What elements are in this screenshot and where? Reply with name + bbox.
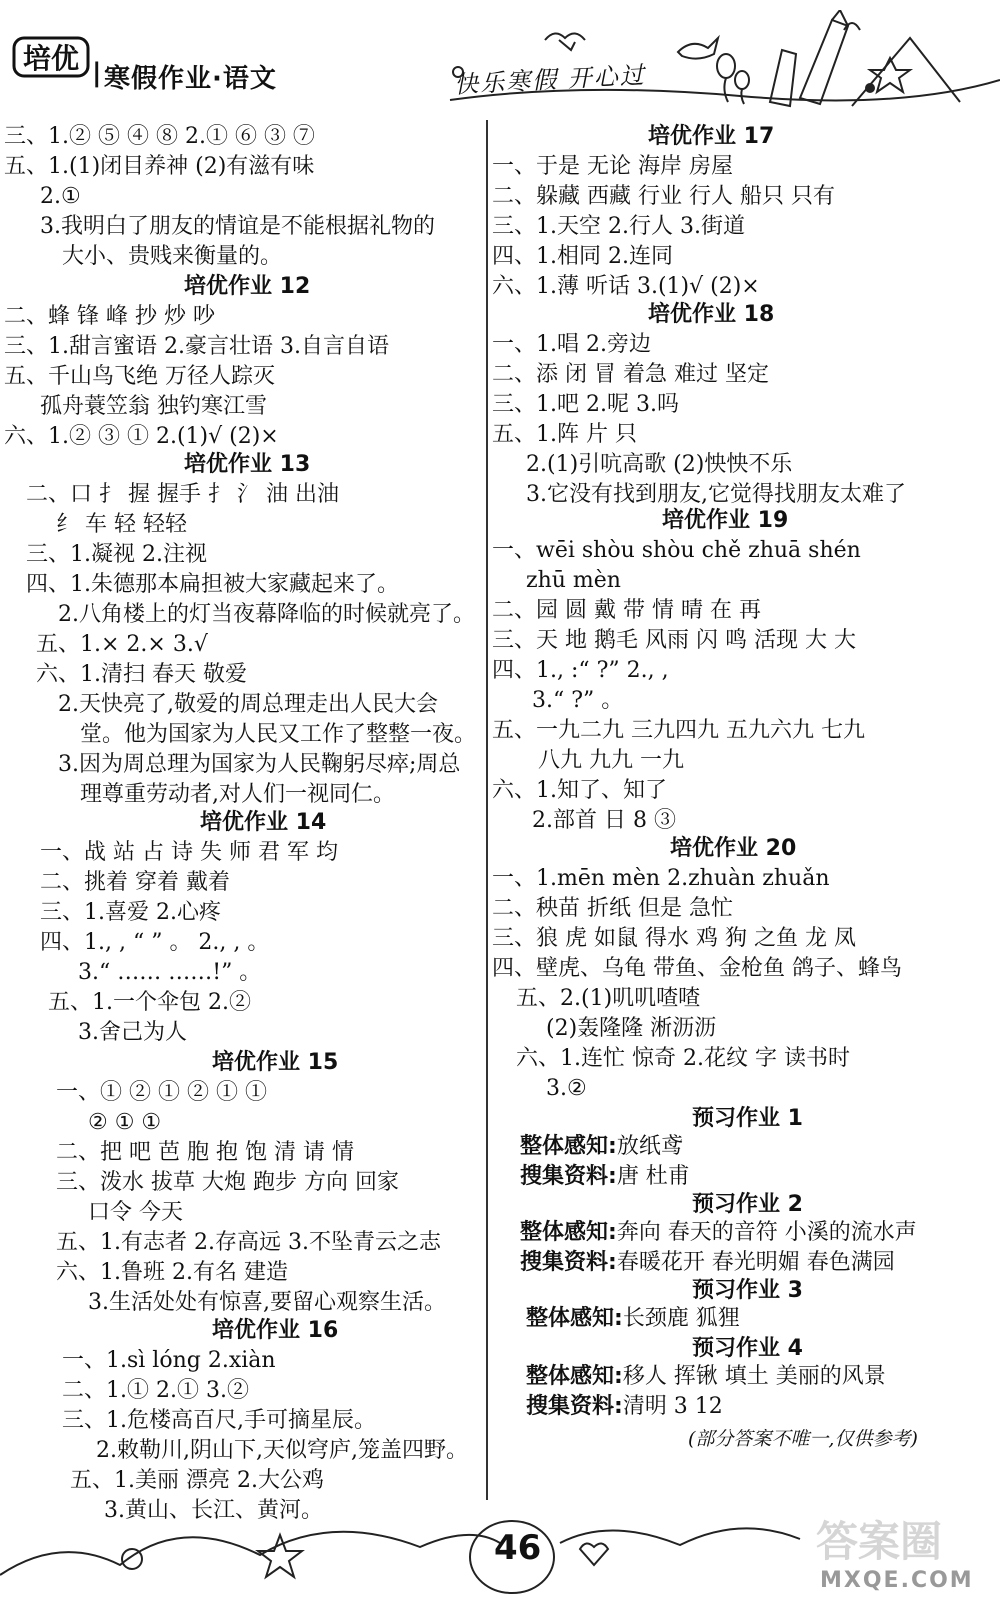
preview-heading: 预习作业 1 bbox=[692, 1106, 803, 1131]
answer-line: 3.我明白了朋友的情谊是不能根据礼物的 bbox=[40, 214, 435, 239]
dove-icon bbox=[678, 38, 718, 59]
preview-line bbox=[520, 1162, 690, 1192]
answer-line: 一、战 站 占 诗 失 师 君 军 均 bbox=[40, 840, 338, 865]
answer-line: 3.② bbox=[546, 1076, 587, 1101]
answer-line: 3.生活处处有惊喜,要留心观察生活。 bbox=[88, 1290, 446, 1315]
answer-line: 2.敕勒川,阴山下,天似穹庐,笼盖四野。 bbox=[96, 1438, 468, 1463]
bird-icon bbox=[545, 33, 585, 50]
answer-line: 一、1.mēn mèn 2.zhuàn zhuǎn bbox=[492, 866, 830, 891]
answer-line: 三、泼水 拔草 大炮 跑步 方向 回家 bbox=[56, 1170, 399, 1195]
answer-line: 孤舟蓑笠翁 独钓寒江雪 bbox=[40, 394, 267, 419]
answer-line: 五、一九二九 三九四九 五九六九 七九 bbox=[492, 718, 865, 743]
answer-line: 一、wēi shòu shòu chě zhuā shén bbox=[492, 538, 861, 563]
answer-line: 三、天 地 鹅毛 风雨 闪 鸣 活现 大 大 bbox=[492, 628, 856, 653]
answer-line: 五、1.有志者 2.存高远 3.不坠青云之志 bbox=[56, 1230, 441, 1255]
answer-line: 八九 九九 一九 bbox=[538, 748, 684, 773]
preview-label: 搜集资料: bbox=[520, 1250, 617, 1275]
answer-line: 五、1.(1)闭目养神 (2)有滋有味 bbox=[4, 154, 315, 179]
star-icon bbox=[258, 1535, 302, 1577]
answer-line: 二、添 闭 冒 着急 难过 坚定 bbox=[492, 362, 769, 387]
brand-separator: | bbox=[92, 58, 102, 88]
preview-line bbox=[526, 1392, 723, 1422]
preview-line bbox=[520, 1132, 683, 1162]
preview-label: 整体感知: bbox=[520, 1220, 617, 1245]
answer-line: 2.① bbox=[40, 184, 81, 209]
answer-line: 3.“ …… ……!” 。 bbox=[78, 960, 262, 985]
answer-line: 3.“ ?” 。 bbox=[532, 688, 624, 713]
answer-line: 3.舍己为人 bbox=[78, 1020, 187, 1045]
answer-line: 三、1.凝视 2.注视 bbox=[26, 542, 207, 567]
answer-line: 六、1.知了、知了 bbox=[492, 778, 667, 803]
answer-line: 五、1.阵 片 只 bbox=[492, 422, 637, 447]
answer-line: 六、1.鲁班 2.有名 建造 bbox=[56, 1260, 288, 1285]
answer-line: 2.部首 日 8 ③ bbox=[532, 808, 676, 833]
preview-heading: 预习作业 3 bbox=[692, 1278, 803, 1303]
answer-line: 二、蜂 锋 峰 抄 炒 吵 bbox=[4, 304, 215, 329]
disclaimer-note: (部分答案不唯一,仅供参考) bbox=[688, 1428, 918, 1450]
answer-line: 四、1., , “ ” 。 2., , 。 bbox=[40, 930, 270, 955]
preview-value: 奔向 春天的音符 小溪的流水声 bbox=[616, 1220, 917, 1245]
answer-line: 大小、贵贱来衡量的。 bbox=[62, 244, 283, 269]
answer-line: 五、1.美丽 漂亮 2.大公鸡 bbox=[70, 1468, 324, 1493]
brand-title: 寒假作业·语文 bbox=[104, 64, 277, 94]
answer-line: 五、1.× 2.× 3.√ bbox=[36, 632, 208, 657]
answer-line: 口令 今天 bbox=[88, 1200, 183, 1225]
answer-line: 五、1.一个伞包 2.② bbox=[48, 990, 251, 1015]
answer-line: 3.因为周总理为国家为人民鞠躬尽瘁;周总 bbox=[58, 752, 461, 777]
answer-line: 三、狼 虎 如鼠 得水 鸡 狗 之鱼 龙 凤 bbox=[492, 926, 856, 951]
header-slogan: 快乐寒假 开心过 bbox=[453, 61, 647, 99]
answer-line: 纟 车 轻 轻轻 bbox=[56, 512, 187, 537]
preview-heading: 预习作业 4 bbox=[692, 1336, 803, 1361]
answer-line: 堂。他为国家为人民又工作了整整一夜。 bbox=[80, 722, 477, 747]
answer-line: 二、躲藏 西藏 行业 行人 船只 只有 bbox=[492, 184, 835, 209]
page-number: 46 bbox=[494, 1528, 542, 1568]
section-heading: 培优作业 15 bbox=[212, 1050, 339, 1075]
section-heading: 培优作业 17 bbox=[648, 124, 775, 149]
section-heading: 培优作业 12 bbox=[184, 274, 311, 299]
preview-value: 清明 3 12 bbox=[622, 1394, 723, 1419]
preview-label: 整体感知: bbox=[526, 1306, 623, 1331]
answer-line: (2)轰隆隆 淅沥沥 bbox=[546, 1016, 717, 1041]
answer-line: 三、1.天空 2.行人 3.街道 bbox=[492, 214, 745, 239]
answer-line: ② ① ① bbox=[88, 1110, 162, 1135]
section-heading: 培优作业 16 bbox=[212, 1318, 339, 1343]
preview-value: 长颈鹿 狐狸 bbox=[622, 1306, 740, 1331]
section-heading: 培优作业 14 bbox=[200, 810, 327, 835]
section-heading: 培优作业 13 bbox=[184, 452, 311, 477]
answer-line: 一、1.唱 2.旁边 bbox=[492, 332, 651, 357]
answer-line: 四、1.相同 2.连同 bbox=[492, 244, 673, 269]
preview-line bbox=[526, 1304, 740, 1334]
answer-line: 四、1., :“ ?” 2., , bbox=[492, 658, 669, 683]
preview-value: 春暖花开 春光明媚 春色满园 bbox=[616, 1250, 895, 1275]
preview-line bbox=[526, 1362, 886, 1392]
answer-line: 六、1.连忙 惊奇 2.花纹 字 读书时 bbox=[516, 1046, 850, 1071]
answer-line: 四、壁虎、乌龟 带鱼、金枪鱼 鸽子、蜂鸟 bbox=[492, 956, 902, 981]
heart-icon bbox=[580, 1543, 608, 1565]
watermark-title: 答案圈 bbox=[816, 1517, 943, 1566]
preview-label: 搜集资料: bbox=[520, 1164, 617, 1189]
answer-line: 二、秧苗 折纸 但是 急忙 bbox=[492, 896, 733, 921]
preview-line bbox=[520, 1248, 895, 1278]
answer-line: 二、挑着 穿着 戴着 bbox=[40, 870, 230, 895]
preview-value: 放纸鸢 bbox=[616, 1134, 683, 1159]
answer-line: 三、1.吧 2.呢 3.吗 bbox=[492, 392, 679, 417]
answer-line: 五、千山鸟飞绝 万径人踪灭 bbox=[4, 364, 275, 389]
answer-line: 一、于是 无论 海岸 房屋 bbox=[492, 154, 733, 179]
answer-line: 三、1.甜言蜜语 2.豪言壮语 3.自言自语 bbox=[4, 334, 389, 359]
answer-line: 3.黄山、长江、黄河。 bbox=[104, 1498, 323, 1523]
answer-line: 三、1.危楼高百尺,手可摘星辰。 bbox=[62, 1408, 376, 1433]
answer-line: 2.八角楼上的灯当夜幕降临的时候就亮了。 bbox=[58, 602, 475, 627]
star-icon bbox=[870, 58, 910, 92]
answer-line: 六、1.② ③ ① 2.(1)√ (2)× bbox=[4, 424, 279, 449]
answer-line: 一、1.sì lóng 2.xiàn bbox=[62, 1348, 276, 1373]
preview-line bbox=[520, 1218, 917, 1248]
answer-line: 2.天快亮了,敬爱的周总理走出人民大会 bbox=[58, 692, 438, 717]
section-heading: 培优作业 18 bbox=[648, 302, 775, 327]
answer-line: 二、口 扌 握 握手 扌 氵 油 出油 bbox=[26, 482, 339, 507]
answer-line: zhū mèn bbox=[526, 568, 621, 593]
answer-line: 2.(1)引吭高歌 (2)怏怏不乐 bbox=[526, 452, 793, 477]
preview-label: 整体感知: bbox=[526, 1364, 623, 1389]
answer-line: 二、园 圆 戴 带 情 晴 在 再 bbox=[492, 598, 761, 623]
watermark-url: MXQE.COM bbox=[820, 1568, 974, 1593]
column-divider bbox=[486, 120, 488, 1500]
answer-line: 四、1.朱德那本扁担被大家藏起来了。 bbox=[26, 572, 399, 597]
preview-label: 整体感知: bbox=[520, 1134, 617, 1159]
pencil-icon bbox=[770, 10, 848, 106]
answer-line: 二、把 吧 芭 胞 抱 饱 清 请 情 bbox=[56, 1140, 354, 1165]
answer-line: 3.它没有找到朋友,它觉得找朋友太难了 bbox=[526, 482, 906, 507]
preview-value: 移人 挥锹 填土 美丽的风景 bbox=[622, 1364, 886, 1389]
section-heading: 培优作业 19 bbox=[662, 508, 789, 533]
preview-label: 搜集资料: bbox=[526, 1394, 623, 1419]
answer-line: 理尊重劳动者,对人们一视同仁。 bbox=[80, 782, 395, 807]
preview-heading: 预习作业 2 bbox=[692, 1192, 803, 1217]
answer-line: 六、1.清扫 春天 敬爱 bbox=[36, 662, 247, 687]
answer-line: 二、1.① 2.① 3.② bbox=[62, 1378, 249, 1403]
answer-line: 六、1.薄 听话 3.(1)√ (2)× bbox=[492, 274, 760, 299]
answer-line: 一、① ② ① ② ① ① bbox=[56, 1080, 267, 1105]
section-heading: 培优作业 20 bbox=[670, 836, 797, 861]
preview-value: 唐 杜甫 bbox=[616, 1164, 690, 1189]
brand-logo-text: 培优 bbox=[22, 42, 80, 75]
answer-line: 三、1.② ⑤ ④ ⑧ 2.① ⑥ ③ ⑦ bbox=[4, 124, 315, 149]
brand-logo bbox=[12, 32, 90, 80]
answer-line: 三、1.喜爱 2.心疼 bbox=[40, 900, 221, 925]
answer-line: 五、2.(1)叽叽喳喳 bbox=[516, 986, 701, 1011]
page-header bbox=[0, 0, 1007, 118]
